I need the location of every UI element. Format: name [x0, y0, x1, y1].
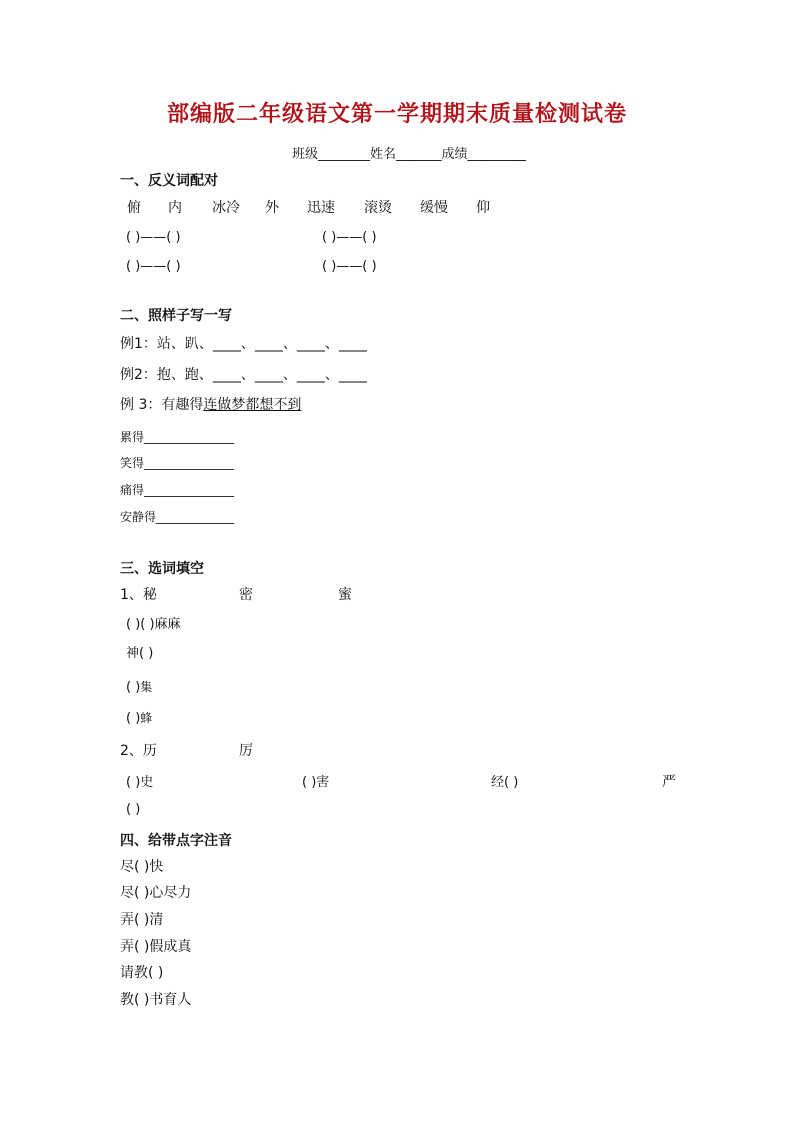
fill-blank[interactable]: 经( ): [491, 775, 519, 790]
student-info-line: 班级________姓名_______成绩_________: [292, 147, 527, 162]
example-1-line[interactable]: 例1：站、趴、____、____、____、____: [120, 336, 367, 352]
fill-blank[interactable]: ( )史: [126, 775, 154, 790]
antonym-pair-blank[interactable]: ( )——( ): [126, 230, 181, 245]
blank: ( ): [126, 680, 141, 695]
example-3-underlined: 连做梦都想不到: [203, 397, 302, 413]
choice-word: 密: [239, 587, 253, 603]
section-3-heading: 三、选词填空: [120, 561, 204, 577]
blank-suffix: 集: [140, 680, 153, 694]
pinyin-item[interactable]: 尽( )心尽力: [120, 885, 192, 901]
antonym-word: 滚烫: [364, 200, 392, 216]
example-3-line: [120, 398, 301, 412]
antonym-pair-blank[interactable]: ( )——( ): [322, 259, 377, 274]
antonym-word: 仰: [476, 200, 490, 216]
antonym-word: 外: [265, 200, 279, 216]
pinyin-item[interactable]: 弄( )清: [120, 912, 164, 928]
antonym-word: 内: [168, 200, 182, 216]
fill-blank[interactable]: [126, 712, 152, 725]
page-title: 部编版二年级语文第一学期期末质量检测试卷: [166, 102, 627, 127]
example-3-prefix: 例 3：有趣得: [120, 397, 204, 413]
fill-line[interactable]: 累得_______________: [120, 430, 235, 444]
pinyin-item[interactable]: 弄( )假成真: [120, 939, 192, 955]
antonym-word: 迅速: [307, 200, 335, 216]
choice-word: 1、秘: [120, 587, 157, 603]
choice-word: 2、历: [120, 743, 157, 759]
pinyin-item[interactable]: 教( )书育人: [120, 992, 192, 1008]
antonym-word: 缓慢: [420, 200, 448, 216]
blank: ( ): [126, 711, 141, 726]
fill-blank[interactable]: 神( ): [126, 646, 154, 661]
fill-blank[interactable]: [126, 681, 152, 694]
section-4-heading: 四、给带点字注音: [120, 833, 232, 849]
antonym-pair-blank[interactable]: ( )——( ): [322, 230, 377, 245]
example-2-line[interactable]: 例2：抱、跑、____、____、____、____: [120, 367, 367, 383]
fill-blank[interactable]: ( )( )麻麻: [126, 617, 181, 632]
section-2-heading: 二、照样子写一写: [120, 308, 232, 324]
fill-blank[interactable]: ( ): [126, 802, 141, 817]
fill-line[interactable]: 痛得_______________: [120, 483, 235, 497]
choice-word: 严: [662, 774, 676, 790]
fill-blank[interactable]: ( )害: [302, 775, 330, 790]
pinyin-item[interactable]: 尽( )快: [120, 859, 164, 875]
antonym-word: 俯: [127, 200, 141, 216]
fill-line[interactable]: 安静得_____________: [120, 510, 235, 524]
blank-suffix: 蜂: [140, 711, 153, 725]
antonym-word: 冰冷: [212, 200, 240, 216]
choice-word: 蜜: [338, 587, 352, 603]
section-1-heading: 一、反义词配对: [120, 173, 218, 189]
choice-word: 厉: [239, 743, 253, 759]
pinyin-item[interactable]: 请教( ): [120, 965, 164, 981]
antonym-pair-blank[interactable]: ( )——( ): [126, 259, 181, 274]
fill-line[interactable]: 笑得_______________: [120, 456, 235, 470]
